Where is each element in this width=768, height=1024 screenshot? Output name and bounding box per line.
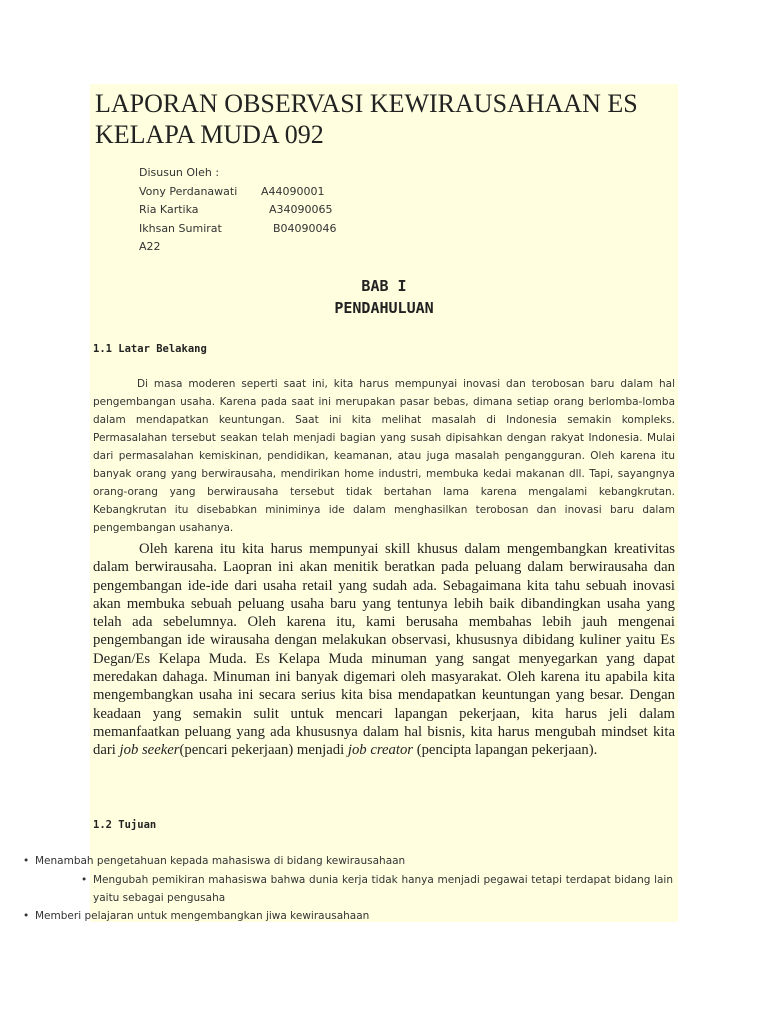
chapter-number: BAB I (361, 277, 407, 295)
chapter-heading (90, 275, 678, 319)
author-row (139, 201, 337, 220)
author-list (139, 164, 337, 257)
italic-job-seeker: job seeker (119, 742, 180, 759)
chapter-title: PENDAHULUAN (334, 299, 434, 317)
bullet-icon: • (23, 910, 30, 922)
bullet-icon: • (23, 855, 30, 867)
goal-text: Menambah pengetahuan kepada mahasiswa di bidang kewirausahaan (35, 855, 406, 867)
document-title: LAPORAN OBSERVASI KEWIRAUSAHAAN ES KELAPA MUDA 092 (95, 89, 638, 149)
author-row (139, 183, 337, 202)
paragraph-intro: Di masa moderen seperti saat ini, kita harus mempunyai inovasi dan terobosan baru dalam hal pengembangan usaha. Karena pada saat ini merupakan pasar bebas, dimana setiap orang berlomba-lomba dalam mendapatkan keuntungan. Saat ini kita melihat masalah di Indonesia semakin kompleks. Permasalahan tersebut seakan telah menjadi bagian yang susah dipisahkan dengan rakyat Indonesia. Mulai dari permasalahan kemiskinan, pendidikan, keamanan, atau juga masalah pengangguran. Oleh karena itu banyak orang yang berwirausaha, mendirikan home industri, membuka kedai makanan dll. Tapi, sayangnya orang-orang yang berwirausaha tersebut tidak bertahan lama karena mengalami kebangkrutan. Kebangkrutan itu disebabkan miniminya ide dalam menghasilkan terobosan dan inovasi baru dalam pengembangan usahanya. (93, 378, 675, 534)
paragraph-main (93, 540, 675, 760)
author-row (139, 220, 337, 239)
goal-item (23, 852, 675, 870)
author-name: Ikhsan Sumirat (139, 221, 222, 235)
goal-item (81, 871, 673, 907)
goal-text: Mengubah pemikiran mahasiswa bahwa dunia kerja tidak hanya menjadi pegawai tetapi terdapat bidang lain yaitu sebagai pengusaha (93, 874, 673, 904)
section-heading-tujuan: 1.2 Tujuan (93, 819, 157, 831)
author-id: B04090046 (273, 221, 337, 235)
paragraph-main-mid: (pencari pekerjaan) menjadi (179, 742, 345, 759)
author-class: A22 (139, 240, 161, 253)
author-name: Ria Kartika (139, 203, 199, 216)
paragraph-main-end: (pencipta lapangan pekerjaan). (413, 742, 598, 759)
paragraph-main-text: Oleh karena itu kita harus mempunyai skill khusus dalam mengembangkan kreativitas dalam berwirausaha. Laopran ini akan menitik beratkan pada peluang dalam berwirausaha dan pengembangan ide-ide dari usaha retail yang sudah ada. Sebagaimana kita tahu sebuah inovasi akan membuka sebuah peluang usaha baru yang tentunya lebih baik dibandingkan usaha yang telah ada sebelumnya. Oleh karena itu, kami berusaha membahas lebih jauh mengenai pengembangan ide wirausaha dengan melakukan observasi, khususnya dibidang kuliner yaitu Es Degan/Es Kelapa Muda. Es Kelapa Muda minuman yang sangat menyegarkan yang dapat meredakan dahaga. Minuman ini banyak digemari oleh masyarakat. Oleh karena itu apabila kita mengembangkan usaha ini secara serius kita bisa mendapatkan keuntungan yang besar. Dengan keadaan yang semakin sulit untuk mencari lapangan pekerjaan, kita harus jeli dalam memanfaatkan peluang yang ada khususnya dalam hal bisnis, kita harus mengubah mindset kita dari (93, 541, 675, 759)
authors-heading: Disusun Oleh : (139, 166, 220, 179)
section-heading-latar-belakang: 1.1 Latar Belakang (93, 343, 207, 355)
goal-text: Memberi pelajaran untuk mengembangkan jiwa kewirausahaan (35, 910, 370, 922)
italic-job-creator: job creator (347, 742, 414, 759)
author-name: Vony Perdanawati (139, 184, 238, 198)
bullet-icon: • (81, 874, 88, 886)
goal-item (23, 907, 675, 925)
author-id: A34090065 (269, 203, 333, 216)
author-id: A44090001 (261, 184, 325, 198)
